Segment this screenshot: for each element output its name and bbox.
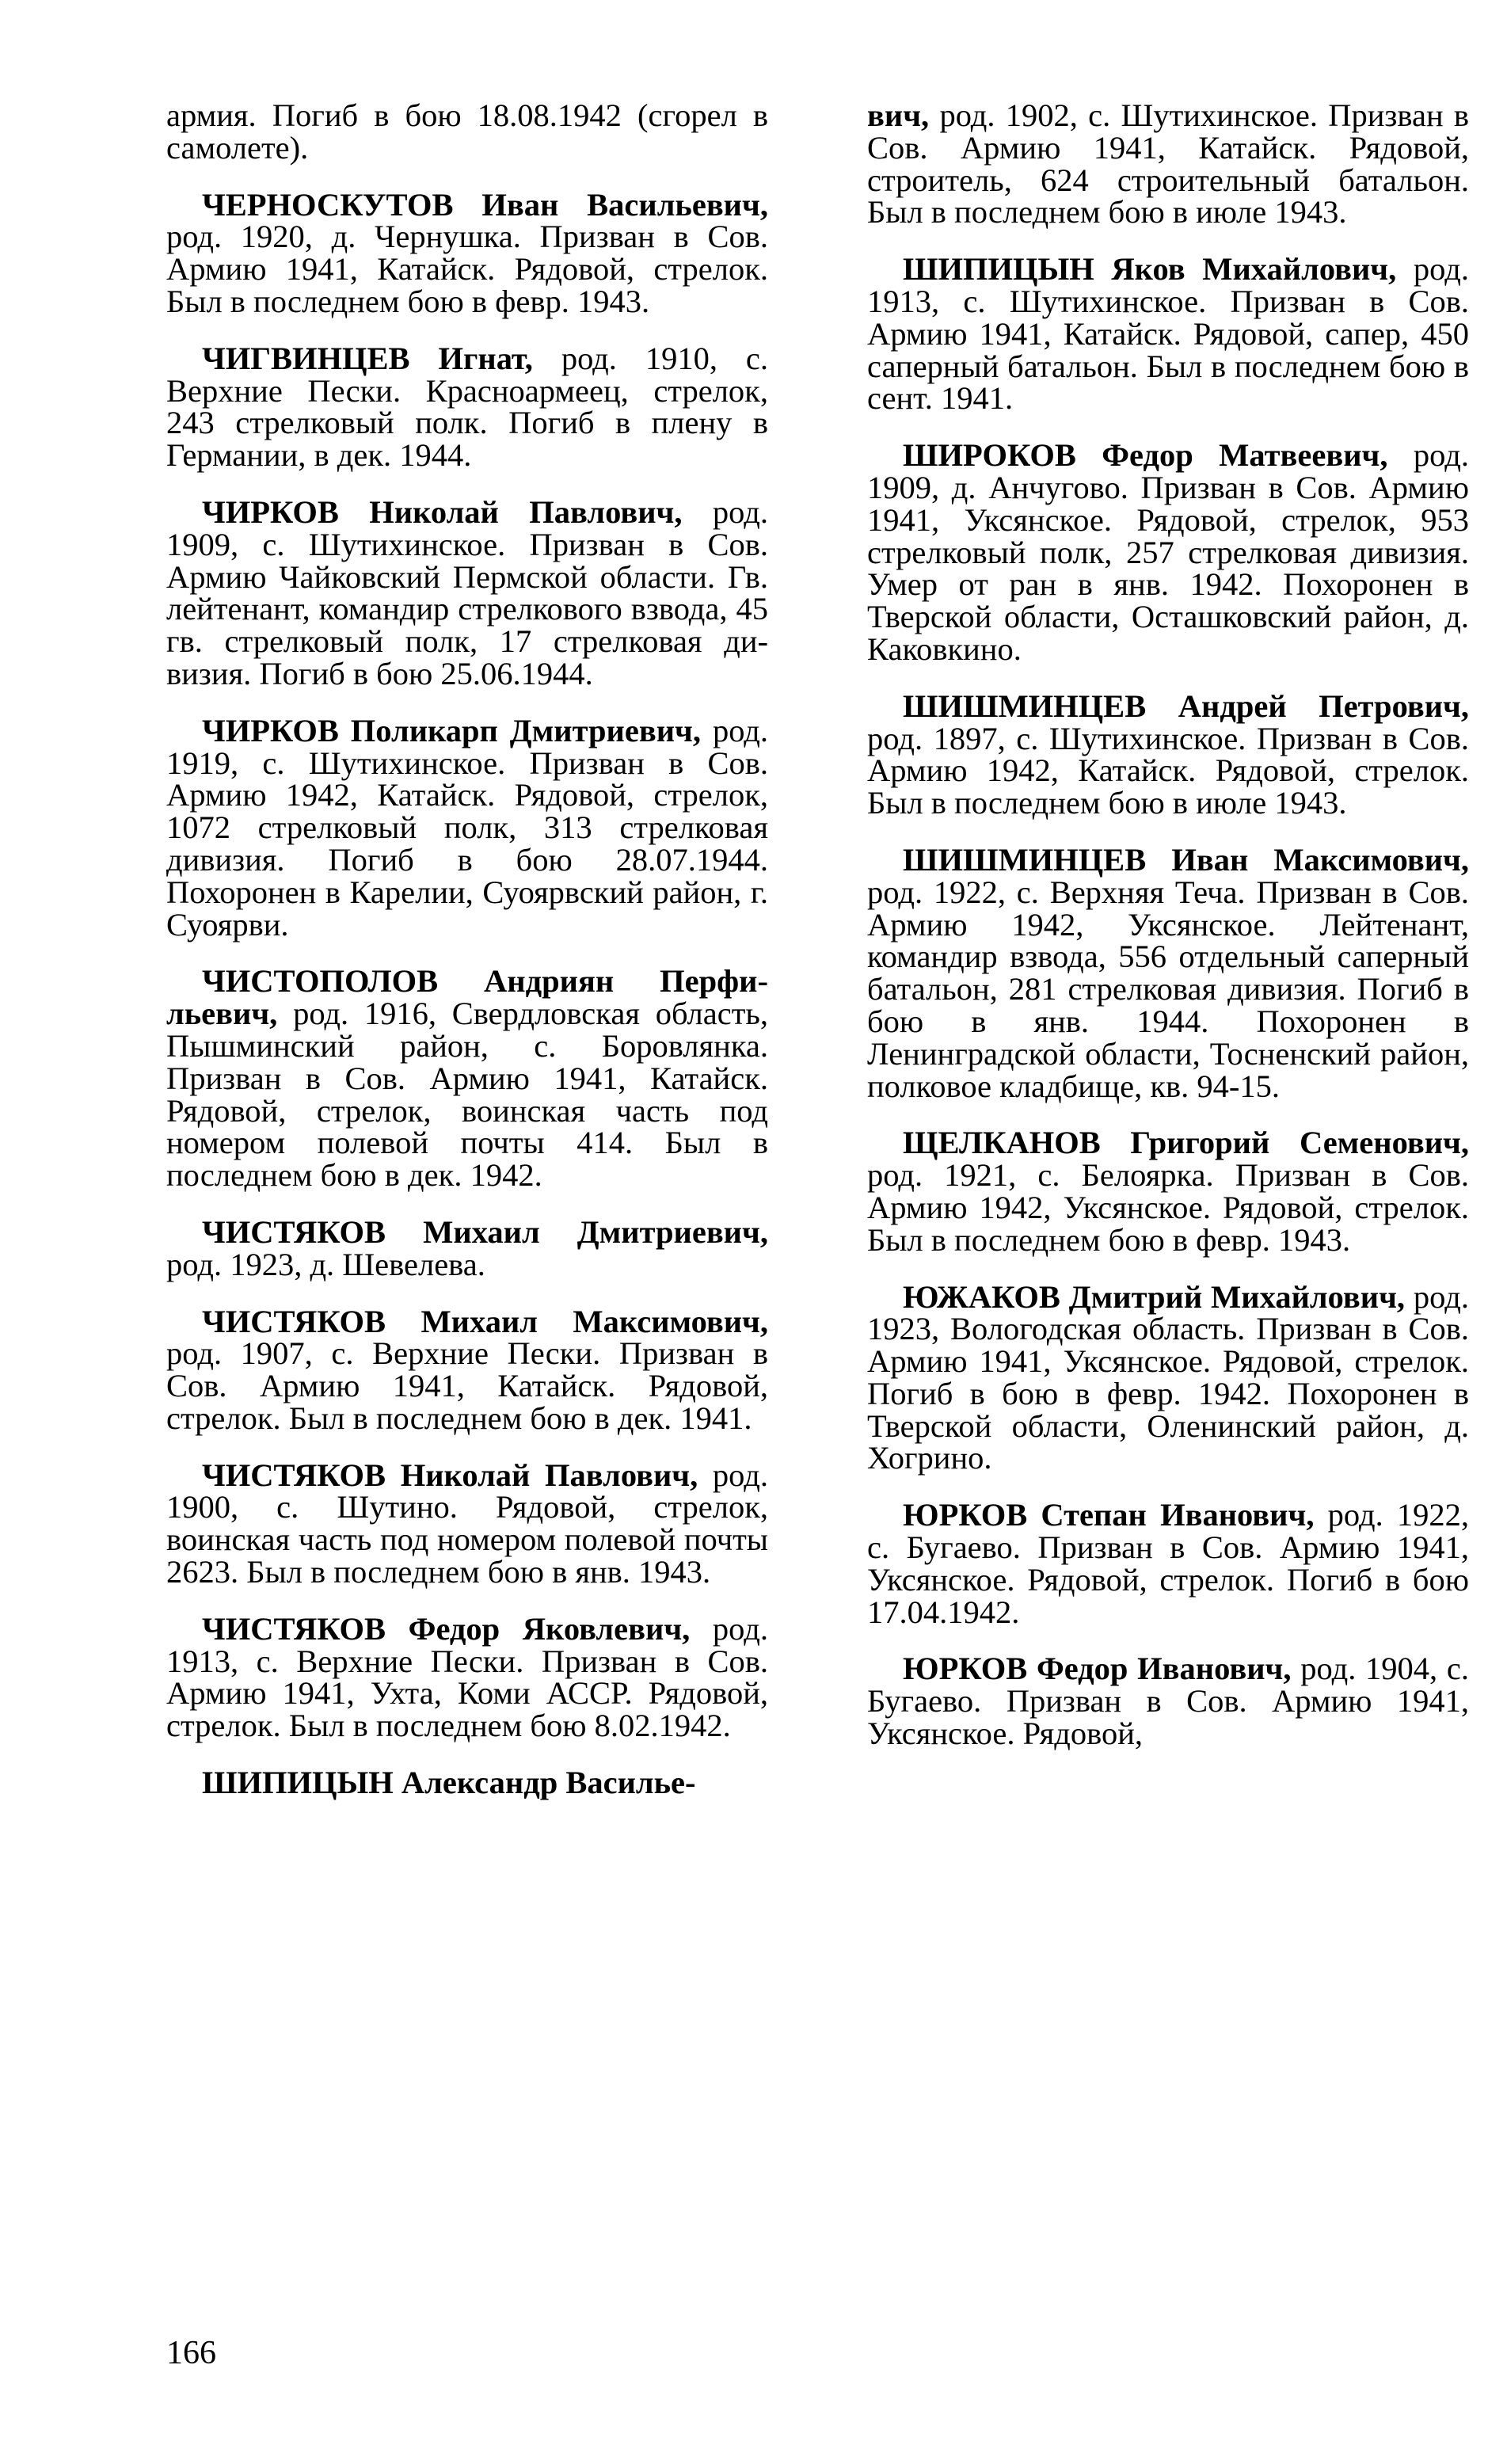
- entry: [867, 253, 1469, 415]
- entry-name: ШИШМИНЦЕВ Андрей Петрович,: [903, 687, 1469, 724]
- entry-text: род. 1904, с. Бугаево. Призван в Сов. Армию 1941, Уксянское. Рядовой,: [867, 1651, 1470, 1752]
- entry: [867, 437, 1469, 667]
- entry-text: род. 1923, Вологодская область. Призван в Сов. Армию 1941, Уксянское. Рядовой, стрелок. Погиб в бою в февр. 1942. Похоронен в Тверской области, Оленинский район, д. Хогрино.: [867, 1278, 1469, 1476]
- entry-text: род. 1913, с. Шутихинское. Призван в Сов. Армию 1941, Катайск. Рядовой, сапер, 450 саперный батальон. Был в последнем бою в сент. 1941.: [867, 251, 1469, 417]
- entry-text: род. 1922, с. Верхняя Теча. Призван в Сов. Армию 1942, Уксянское. Лейтенант, командир взвода, 556 отдельный саперный батальон, 281 стрелковая дивизия. Погиб в бою в янв. 1944. Похоронен в Ленинградской области, Тосненский район, полковое кладбище, кв. 94-15.: [867, 874, 1469, 1104]
- entry-name: вич,: [867, 97, 930, 133]
- entry-name: ЧИГВИНЦЕВ Игнат,: [202, 340, 533, 376]
- left-column: [166, 97, 769, 1801]
- entry-text: род. 1907, с. Верхние Пески. Призван в Сов. Армию 1941, Катайск. Рядовой, стрелок. Был в последнем бою в дек. 1941.: [166, 1335, 768, 1436]
- entry-name: ШИПИЦЫН Александр Василье-: [202, 1765, 696, 1801]
- entry: [867, 841, 1469, 1104]
- entry-name: ЮРКОВ Степан Иванович,: [903, 1497, 1315, 1533]
- entry-name: ШИРОКОВ Федор Матвеевич,: [903, 437, 1388, 474]
- entry: [867, 1127, 1469, 1256]
- entry: [166, 1610, 768, 1744]
- entry: [166, 340, 768, 474]
- entry: [166, 1213, 768, 1282]
- entry-continuation: [166, 97, 768, 166]
- entry: [867, 1499, 1469, 1628]
- entry-text: род. 1923, д. Шевелева.: [166, 1246, 485, 1282]
- entry: [166, 1303, 768, 1436]
- entry-name: ЧИСТЯКОВ Михаил Дмитриевич,: [202, 1213, 768, 1250]
- entry-name: ЧИРКОВ Николай Павлович,: [202, 493, 683, 530]
- entry-text: род. 1919, с. Шутихинское. Призван в Сов. Армию 1942, Катайск. Рядовой, стрелок, 1072 стрелковый полк, 313 стрелковая дивизия. Погиб в бою 28.07.1944. Похоронен в Карелии, Суоярвский район, г. Суоярви.: [166, 712, 769, 943]
- entry-text: род. 1922, с. Бугаево. Призван в Сов. Армию 1941, Уксянское. Рядовой, стрелок. Погиб в бою 17.04.1942.: [867, 1497, 1470, 1630]
- entry-name: ЧИСТЯКОВ Николай Павлович,: [202, 1457, 698, 1493]
- entry-text: род. 1900, с. Шутино. Рядовой, стрелок, воинская часть под номером полевой почты 2623. Был в последнем бою в янв. 1943.: [166, 1457, 768, 1590]
- entry: [166, 965, 768, 1192]
- entry-text: род. 1909, с. Шутихинское. Призван в Сов. Армию Чайковский Пермской области. Гв. лейтенант, командир стрелкового взвода, 45 гв. стрелковый полк, 17 стрелковая дивизия. Погиб в бою 25.06.1944.: [166, 493, 768, 691]
- right-column: [867, 97, 1470, 1752]
- entry-name: ЧИСТОПОЛОВ Андриян Перфильевич,: [166, 963, 768, 1032]
- entry-name: ЧЕРНОСКУТОВ Иван Васильевич,: [202, 186, 768, 223]
- entry-text: армия. Погиб в бою 18.08.1942 (сгорел в самолете).: [166, 97, 768, 166]
- entry: [867, 1278, 1469, 1476]
- entry: [166, 186, 768, 319]
- page-number: 166: [166, 2335, 216, 2371]
- entry-continuation: [867, 97, 1470, 230]
- entry: [166, 1767, 768, 1799]
- entry-text: род. 1909, д. Анчугово. Призван в Сов. Армию 1941, Уксянское. Рядовой, стрелок, 953 стрелковый полк, 257 стрелковая дивизия. Умер от ран в янв. 1942. Похоронен в Тверской области, Осташковский район, д. Каковкино.: [867, 437, 1469, 667]
- entry-name: ЧИСТЯКОВ Федор Яковлевич,: [202, 1610, 691, 1647]
- entry-text: род. 1920, д. Чернушка. Призван в Сов. Армию 1941, Катайск. Рядовой, стрелок. Был в последнем бою в февр. 1943.: [166, 219, 768, 319]
- entry-name: ЧИСТЯКОВ Михаил Максимович,: [202, 1303, 768, 1339]
- entry: [867, 687, 1469, 821]
- entry-name: ЧИРКОВ Поликарп Дмитриевич,: [202, 712, 701, 748]
- entry-name: ШИПИЦЫН Яков Михайлович,: [903, 251, 1397, 288]
- entry: [867, 1653, 1469, 1750]
- entry-name: ШИШМИНЦЕВ Иван Максимович,: [903, 841, 1469, 878]
- entry-text: род. 1921, с. Белоярка. Призван в Сов. Армию 1942, Уксянское. Рядовой, стрелок. Был в последнем бою в февр. 1943.: [867, 1157, 1469, 1258]
- entry-text: род. 1897, с. Шутихинское. Призван в Сов. Армию 1942, Катайск. Рядовой, стрелок. Был в последнем бою в июле 1943.: [867, 720, 1469, 821]
- entry-name: ЩЕЛКАНОВ Григорий Семенович,: [903, 1125, 1469, 1161]
- entry-text: род. 1910, с. Верхние Пески. Красноармеец, стрелок, 243 стрелковый полк. Погиб в плену в Германии, в дек. 1944.: [166, 340, 768, 474]
- entry: [166, 493, 768, 691]
- entry-name: ЮЖАКОВ Дмитрий Михайлович,: [903, 1278, 1406, 1315]
- entry-text: род. 1902, с. Шутихинское. Призван в Сов. Армию 1941, Катайск. Рядовой, строитель, 624 строительный батальон. Был в последнем бою в июле 1943.: [867, 97, 1470, 230]
- entry-text: род. 1916, Свердловская область, Пышминский район, с. Боровлянка. Призван в Сов. Армию 1941, Катайск. Рядовой, стрелок, воинская часть под номером полевой почты 414. Был в последнем бою в дек. 1942.: [166, 996, 769, 1194]
- entry: [166, 1457, 768, 1590]
- entry: [166, 712, 769, 943]
- entry-text: род. 1913, с. Верхние Пески. Призван в Сов. Армию 1941, Ухта, Коми АССР. Рядовой, стрелок. Был в последнем бою 8.02.1942.: [166, 1610, 768, 1744]
- entry-name: ЮРКОВ Федор Иванович,: [903, 1651, 1292, 1687]
